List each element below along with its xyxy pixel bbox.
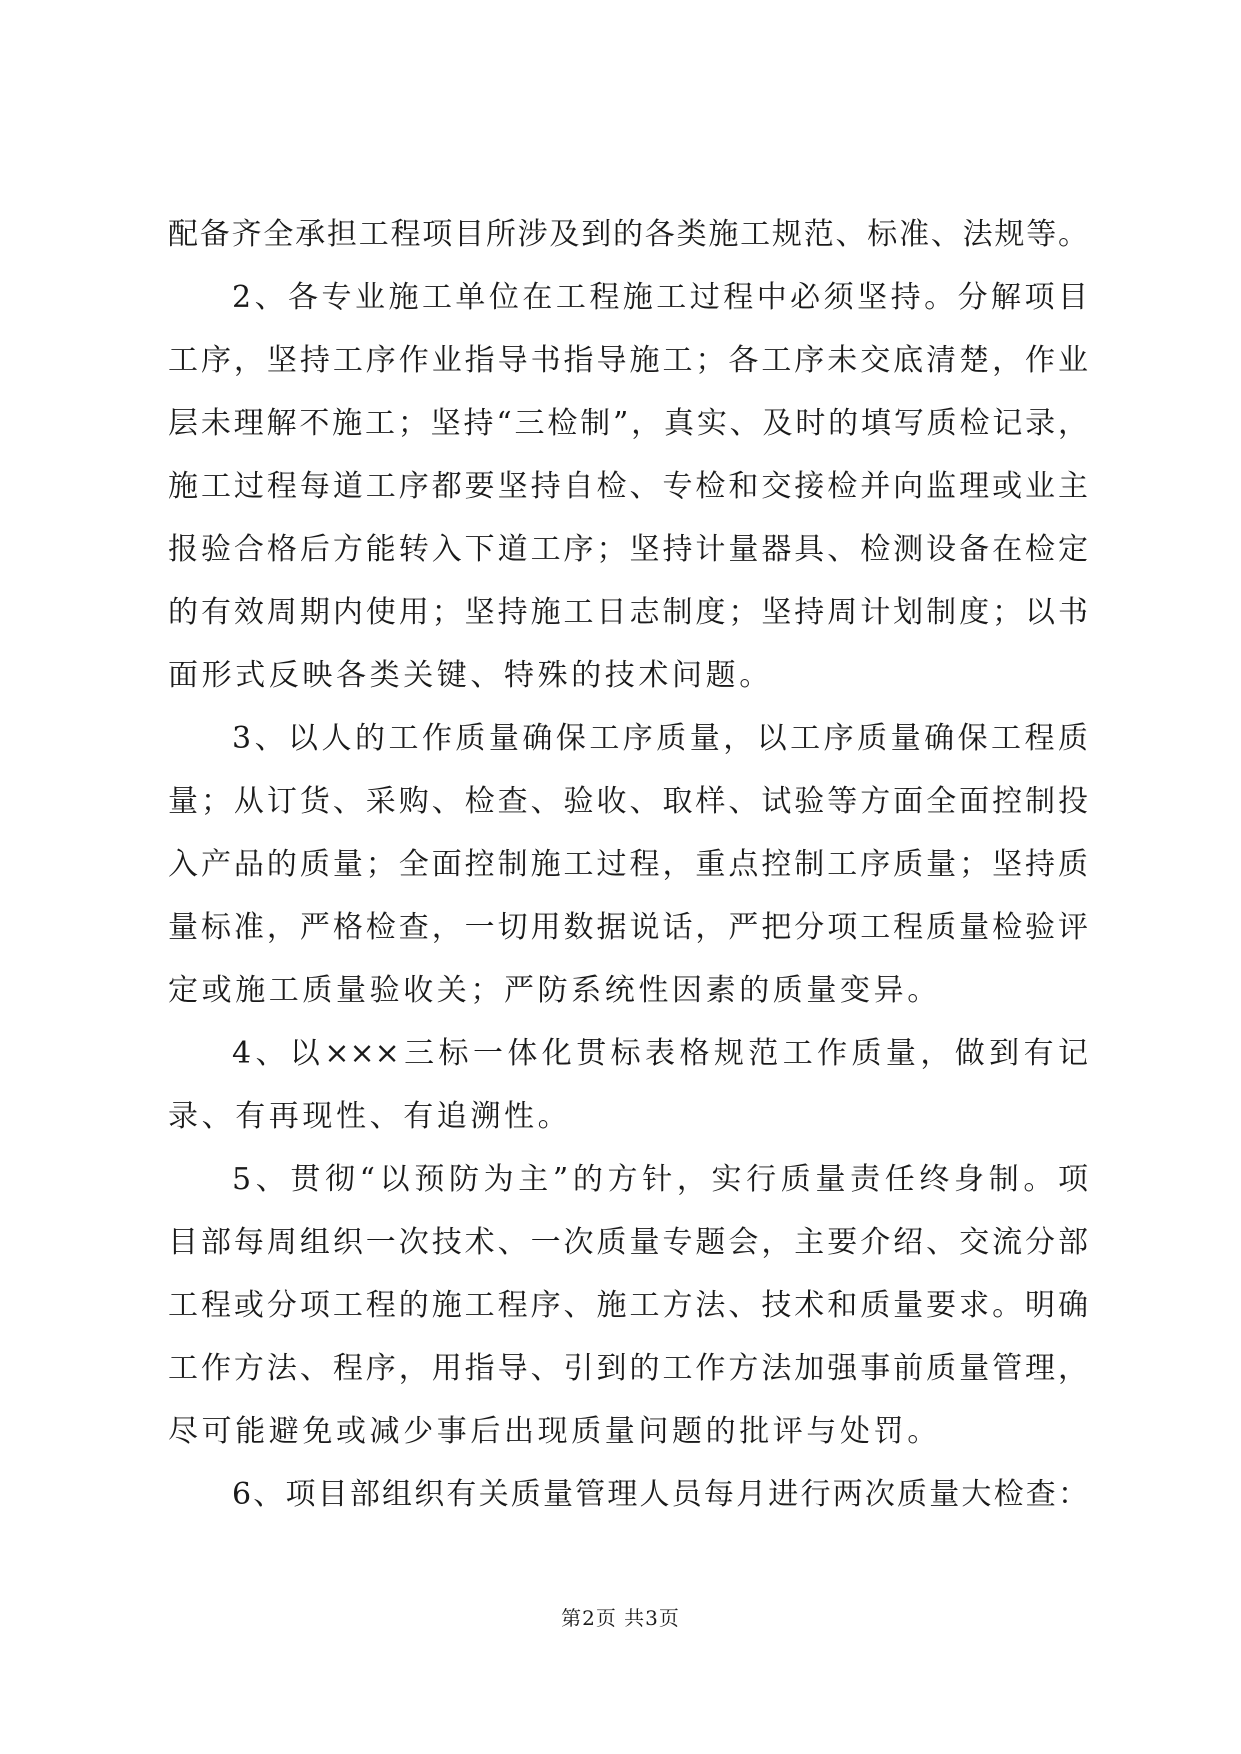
text-line: 定或施工质量验收关；严防系统性因素的质量变异。 (168, 973, 941, 1008)
text-line: 量；从订货、采购、检查、验收、取样、试验等方面全面控制投 (168, 784, 1088, 819)
text-line: 的有效周期内使用；坚持施工日志制度；坚持周计划制度；以书 (168, 595, 1088, 630)
text-line: 2、各专业施工单位在工程施工过程中必须坚持。分解项目 (232, 280, 1088, 315)
text-line: 工程或分项工程的施工程序、施工方法、技术和质量要求。明确 (168, 1288, 1088, 1323)
text-line: 5、贯彻“以预防为主”的方针，实行质量责任终身制。项 (232, 1162, 1088, 1197)
text-line: 录、有再现性、有追溯性。 (168, 1099, 572, 1134)
text-line: 量标准，严格检查，一切用数据说话，严把分项工程质量检验评 (168, 910, 1088, 945)
text-line: 配备齐全承担工程项目所涉及到的各类施工规范、标准、法规等。 (168, 217, 1088, 252)
document-body (168, 203, 1088, 1526)
text-line: 4、以×××三标一体化贯标表格规范工作质量，做到有记 (232, 1036, 1088, 1071)
page-number-footer: 第2页 共3页 (561, 1606, 680, 1630)
text-line: 工作方法、程序，用指导、引到的工作方法加强事前质量管理， (168, 1351, 1088, 1386)
text-line: 工序，坚持工序作业指导书指导施工；各工序未交底清楚，作业 (168, 343, 1088, 378)
text-line: 6、项目部组织有关质量管理人员每月进行两次质量大检查： (232, 1477, 1088, 1512)
text-line: 入产品的质量；全面控制施工过程，重点控制工序质量；坚持质 (168, 847, 1088, 882)
text-line: 目部每周组织一次技术、一次质量专题会，主要介绍、交流分部 (168, 1225, 1088, 1260)
text-line: 施工过程每道工序都要坚持自检、专检和交接检并向监理或业主 (168, 469, 1088, 504)
text-line: 报验合格后方能转入下道工序；坚持计量器具、检测设备在检定 (168, 532, 1088, 567)
text-line: 尽可能避免或减少事后出现质量问题的批评与处罚。 (168, 1414, 941, 1449)
text-line: 层未理解不施工；坚持“三检制”，真实、及时的填写质检记录， (168, 406, 1088, 441)
text-line: 3、以人的工作质量确保工序质量，以工序质量确保工程质 (232, 721, 1088, 756)
text-line: 面形式反映各类关键、特殊的技术问题。 (168, 658, 773, 693)
